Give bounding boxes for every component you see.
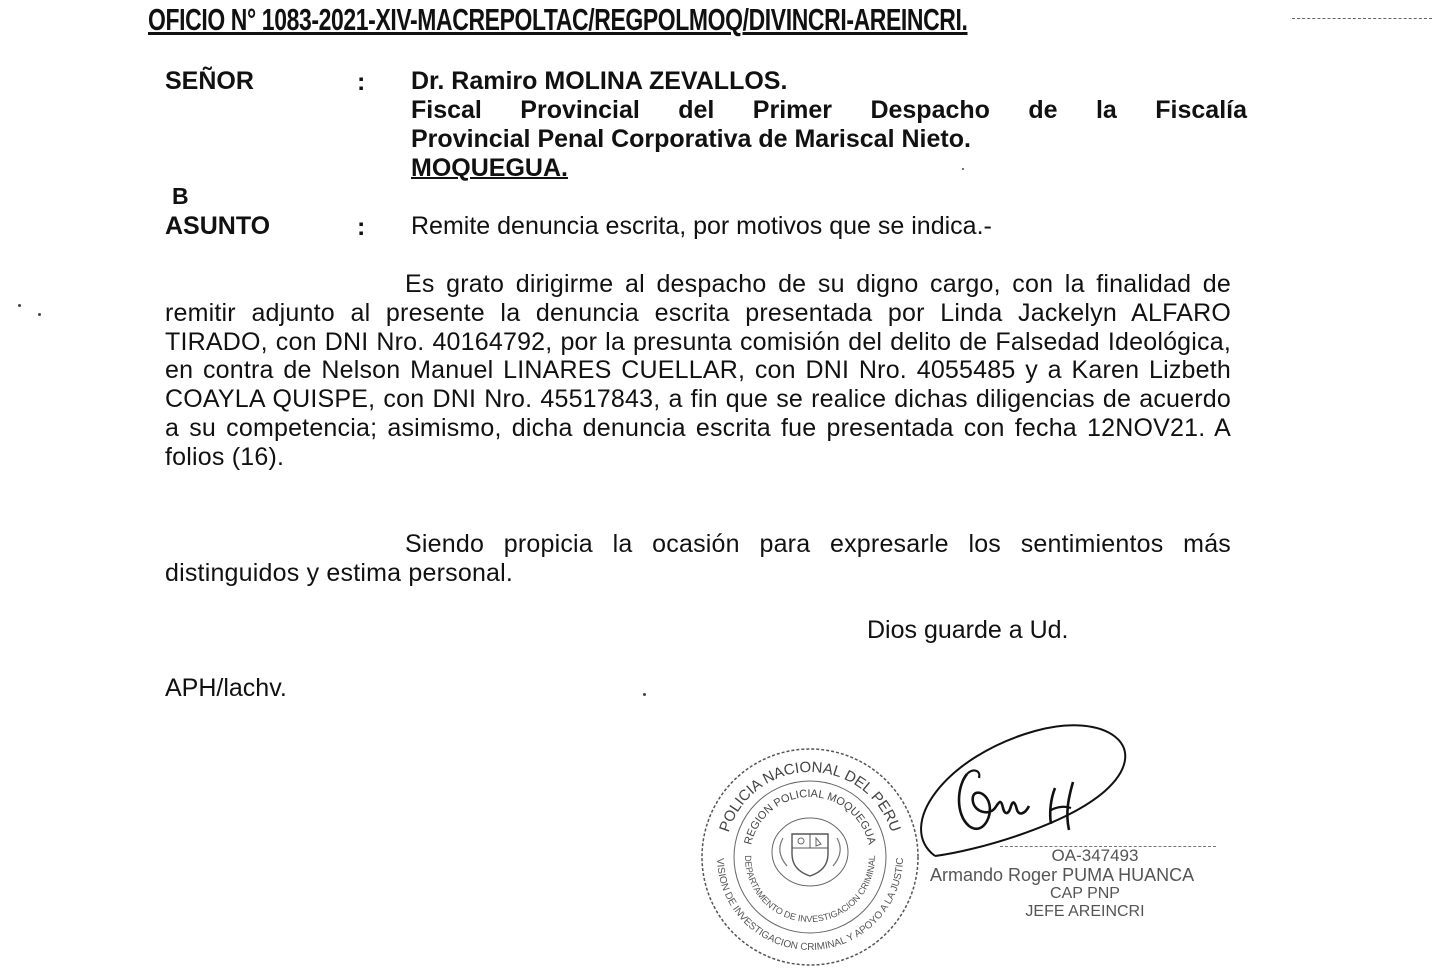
office-number-title: OFICIO N° 1083-2021-XIV-MACREPOLTAC/REGPOLMOQ/DIVINCRI-AREINCRI.	[148, 2, 968, 37]
seal-graphic	[695, 742, 925, 972]
body-paragraph-1: Es grato dirigirme al despacho de su digno cargo, con la finalidad de remitir adjunto al presente la denuncia escrita presentada por Linda Jackelyn ALFARO TIRADO, con DNI Nro. 40164792, por la presunta comisión del delito de Falsedad Ideológica, en contra de Nelson Manuel LINARES CUELLAR, con DNI Nro. 4055485 y a Karen Lizbeth COAYLA QUISPE, con DNI Nro. 45517843, a fin que se realice dichas diligencias de acuerdo a su competencia; asimismo, dicha denuncia escrita fue presentada con fecha 12NOV21. A folios (16).	[165, 270, 1231, 471]
header-dashed-rule	[1292, 18, 1432, 19]
body-paragraph-2: Siendo propicia la ocasión para expresarle los sentimientos más distinguidos y estima personal.	[165, 530, 1231, 587]
police-seal	[695, 742, 925, 954]
reference-initials: APH/lachv.	[165, 674, 287, 702]
signature-graphic	[905, 716, 1145, 866]
addressee-city-text: MOQUEGUA.	[411, 154, 568, 182]
subject-label: ASUNTO	[165, 212, 271, 240]
subject-colon: :	[357, 213, 366, 241]
addressee-position-line1: Fiscal Provincial del Primer Despacho de la Fiscalía	[411, 96, 1247, 124]
subject-text: Remite denuncia escrita, por motivos que se indica.-	[411, 212, 992, 240]
closing-phrase: Dios guarde a Ud.	[867, 616, 1069, 644]
scan-speck	[643, 693, 646, 696]
scan-speck	[38, 313, 41, 316]
signer-post: JEFE AREINCRI	[1025, 903, 1145, 920]
signer-rank: CAP PNP	[1050, 885, 1120, 902]
signer-stamp	[930, 846, 1220, 920]
coat-of-arms-icon	[772, 818, 848, 886]
signer-name: Armando Roger PUMA HUANCA	[930, 865, 1195, 885]
addressee-name: Dr. Ramiro MOLINA ZEVALLOS.	[411, 67, 788, 95]
seal-inner-text: REGION POLICIAL MOQUEGUA	[742, 787, 878, 846]
seal-inner-lower-text: DEPARTAMENTO DE INVESTIGACION CRIMINAL	[742, 855, 878, 925]
scan-speck	[962, 168, 964, 170]
seal-outer-text: POLICIA NACIONAL DEL PERU	[716, 758, 904, 835]
addressee-label: SEÑOR	[165, 67, 254, 95]
addressee-city	[411, 154, 568, 183]
addressee-colon: :	[357, 68, 366, 96]
seal-lower-text: VISION DE INVESTIGACION CRIMINAL Y APOYO A LA JUSTIC	[713, 857, 907, 954]
signer-code: OA-347493	[1051, 846, 1139, 865]
stray-mark: B	[172, 183, 189, 209]
scan-speck	[18, 304, 21, 307]
addressee-position-line2: Provincial Penal Corporativa de Mariscal Nieto.	[411, 125, 971, 153]
handwritten-signature	[905, 716, 1145, 866]
